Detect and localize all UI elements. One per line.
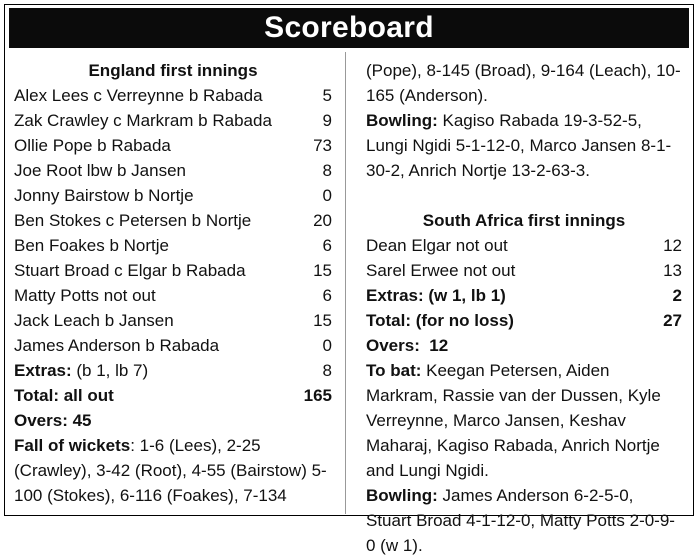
batting-row — [14, 308, 332, 333]
batter-name: Ollie Pope b Rabada — [14, 136, 171, 155]
batting-row — [14, 83, 332, 108]
batting-row — [14, 283, 332, 308]
batter-name: Zak Crawley c Markram b Rabada — [14, 111, 272, 130]
england-total-label: Total: all out — [14, 386, 114, 405]
batting-row — [14, 258, 332, 283]
batter-name: Matty Potts not out — [14, 286, 156, 305]
batter-runs: 15 — [313, 261, 332, 280]
england-overs: Overs: 45 — [14, 411, 92, 430]
south-africa-total-row — [366, 308, 682, 333]
batter-name: Joe Root lbw b Jansen — [14, 161, 186, 180]
batter-runs: 20 — [313, 211, 332, 230]
batter-name: Ben Foakes b Nortje — [14, 236, 169, 255]
batter-runs: 6 — [322, 286, 332, 305]
batting-row — [14, 233, 332, 258]
batter-runs: 15 — [313, 311, 332, 330]
england-extras-detail: (b 1, lb 7) — [71, 361, 149, 380]
batter-runs: 12 — [663, 236, 682, 255]
south-africa-innings-column — [366, 58, 682, 558]
fow-label: Fall of wickets — [14, 436, 131, 455]
batter-name: Alex Lees c Verreynne b Rabada — [14, 86, 263, 105]
south-africa-total-label: Total: (for no loss) — [366, 311, 514, 330]
batter-runs: 0 — [322, 186, 332, 205]
batter-runs: 0 — [322, 336, 332, 355]
south-africa-extras-value: 2 — [672, 286, 682, 305]
fow-text: : 1-6 (Lees), 2-25 (Crawley), 3-42 (Root), 4-55 (Bairstow) 5-100 (Stokes), 6-116 (Foakes), 7-134 — [14, 436, 327, 505]
batter-name: Jack Leach b Jansen — [14, 311, 174, 330]
batter-runs: 73 — [313, 136, 332, 155]
england-bowling-label: Bowling: — [366, 111, 438, 130]
batting-row — [366, 258, 682, 283]
batting-row — [14, 183, 332, 208]
batter-runs: 5 — [322, 86, 332, 105]
batting-row — [14, 133, 332, 158]
batting-row — [14, 108, 332, 133]
south-africa-extras-row — [366, 283, 682, 308]
to-bat-label: To bat: — [366, 361, 422, 380]
batting-row — [366, 233, 682, 258]
spacer — [366, 183, 682, 208]
england-extras-label: Extras: — [14, 361, 72, 380]
batter-runs: 13 — [663, 261, 682, 280]
column-divider — [345, 52, 346, 514]
sa-bowling-label: Bowling: — [366, 486, 438, 505]
batter-name: Dean Elgar not out — [366, 236, 508, 255]
batter-runs: 9 — [322, 111, 332, 130]
south-africa-to-bat — [366, 358, 682, 483]
sa-bowling-text: James Anderson 6-2-5-0, Stuart Broad 4-1-12-0, Matty Potts 2-0-9-0 (w 1). — [366, 486, 675, 555]
south-africa-batting-list — [366, 233, 682, 283]
england-bowling — [366, 108, 682, 183]
to-bat-text: Keegan Petersen, Aiden Markram, Rassie van der Dussen, Kyle Verreynne, Marco Jansen, Keshav Maharaj, Kagiso Rabada, Anrich Nortje and Lungi Ngidi. — [366, 361, 661, 480]
scoreboard-banner: Scoreboard — [9, 8, 689, 48]
england-bowling-text: Kagiso Rabada 19-3-52-5, Lungi Ngidi 5-1-12-0, Marco Jansen 8-1-30-2, Anrich Nortje 13-2-63-3. — [366, 111, 672, 180]
batter-name: Stuart Broad c Elgar b Rabada — [14, 261, 246, 280]
south-africa-total-value: 27 — [663, 311, 682, 330]
batter-name: James Anderson b Rabada — [14, 336, 220, 355]
south-africa-innings-heading: South Africa first innings — [422, 211, 626, 230]
england-extras-row — [14, 358, 332, 383]
batter-name: Ben Stokes c Petersen b Nortje — [14, 211, 252, 230]
england-innings-column — [14, 58, 332, 508]
england-total-value: 165 — [303, 386, 332, 405]
batter-name: Jonny Bairstow b Nortje — [14, 186, 194, 205]
south-africa-extras-label: Extras: (w 1, lb 1) — [366, 286, 506, 305]
england-extras-value: 8 — [322, 361, 332, 380]
england-total-row — [14, 383, 332, 408]
batting-row — [14, 208, 332, 233]
south-africa-bowling — [366, 483, 682, 558]
batter-runs: 6 — [322, 236, 332, 255]
batting-row — [14, 333, 332, 358]
south-africa-overs: Overs: 12 — [366, 336, 449, 355]
england-innings-heading: England first innings — [88, 61, 258, 80]
batter-name: Sarel Erwee not out — [366, 261, 516, 280]
batter-runs: 8 — [322, 161, 332, 180]
england-fall-of-wickets — [14, 433, 332, 508]
england-fow-continued: (Pope), 8-145 (Broad), 9-164 (Leach), 10-165 (Anderson). — [366, 61, 681, 105]
england-batting-list — [14, 83, 332, 358]
batting-row — [14, 158, 332, 183]
